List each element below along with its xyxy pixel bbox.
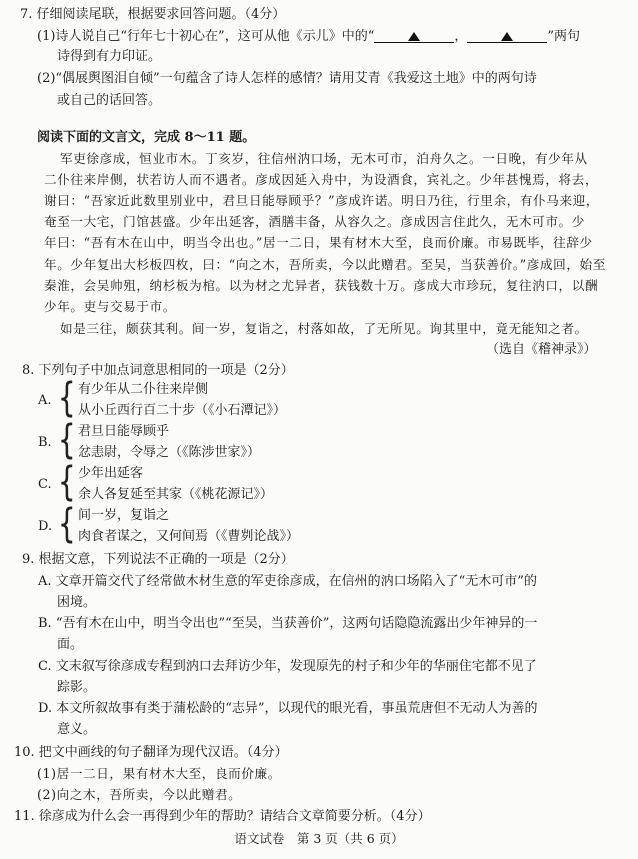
q10-title: 10. 把文中画线的句子翻译为现代汉语。（4分） (14, 745, 288, 760)
passage-line: 二仆往来岸侧，状若访人而不遇者。彦成因延入舟中，为设酒食，宾礼之。少年甚愧焉，将去， (44, 172, 599, 187)
q7-sub1-text-c: ”两句 (547, 29, 581, 44)
q8-option-d-line2: 肉食者谋之，又何间焉（《曹刿论战》） (78, 529, 300, 544)
passage-source: （选自《稽神录》） (486, 342, 597, 357)
q9-option-b-line2: 面。 (57, 637, 84, 652)
triangle-icon (501, 32, 513, 41)
q8-option-d-line1: 间一岁，复诣之 (78, 508, 170, 523)
q7-sub2-line2: 或自己的话回答。 (57, 93, 162, 108)
q8-option-letter: A. (38, 393, 52, 408)
passage-line: 少年。吏与交易于市。 (44, 299, 176, 314)
page-footer: 语文试卷 第 3 页（共 6 页） (234, 831, 404, 846)
q9-title: 9. 根据文意，下列说法不正确的一项是（2分） (22, 552, 294, 567)
q9-option-a-line2: 困境。 (57, 595, 97, 610)
q7-sub1-line1 (37, 28, 580, 46)
q8-option-b-line2: 忿恚尉，令辱之（《陈涉世家》） (78, 445, 261, 460)
q7-sub1-text-b: ， (454, 29, 468, 44)
q8-option-letter: B. (38, 435, 52, 450)
passage-line: 秦淮，会吴帅殂，纳杉板为棺。以为材之尤异者，获钱数十万。彦成大市珍玩，复往汭口，以酬 (44, 278, 599, 293)
q9-option-d-line2: 意义。 (57, 722, 97, 737)
q9-option-b-line1: B. “吾有木在山中，明当令出也”“至吴，当获善价”，这两句话隐隐流露出少年神异的一 (38, 616, 538, 631)
q7-blank-1 (374, 30, 454, 43)
q7-sub2-line1: (2)“偶展舆图泪自倾”一句蕴含了诗人怎样的感情？请用艾青《我爱这土地》中的两句诗 (37, 71, 537, 86)
brace-icon: { (57, 375, 76, 421)
q10-sentence-2: (2)向之木，吾所卖，今以此赠君。 (37, 787, 242, 802)
q11-title: 11. 徐彦成为什么会一再得到少年的帮助？请结合文章简要分析。（4分） (14, 809, 431, 824)
q9-option-c-line1: C. 文末叙写徐彦成专程到汭口去拜访少年，发现原先的村子和少年的华丽住宅都不见了 (38, 659, 537, 674)
q8-option-c-line2: 余人各复延至其家（《桃花源记》） (78, 487, 274, 502)
q10-sentence-1: (1)居一二日，果有材木大至，良而价廉。 (37, 766, 281, 781)
q9-option-a-line1: A. 文章开篇交代了经常做木材生意的军吏徐彦成，在信州的汭口场陷入了“无木可市”的 (38, 574, 537, 589)
q9-option-d-line1: D. 本文所叙故事有类于蒲松龄的“志异”，以现代的眼光看，事虽荒唐但不无动人为善的 (38, 701, 538, 716)
q7-blank-2 (467, 30, 547, 43)
passage-last-line: 如是三往，颇获其利。间一岁，复诣之，村落如故，了无所见。询其里中，竟无能知之者。 (60, 321, 588, 336)
passage-line: 军吏徐彦成，恒业市木。丁亥岁，往信州汭口场，无木可市，泊舟久之。一日晚，有少年从 (60, 151, 588, 166)
brace-icon: { (57, 417, 76, 463)
q8-option-letter: C. (38, 477, 52, 492)
section-title: 阅读下面的文言文，完成 8～11 题。 (37, 130, 256, 145)
brace-icon: { (57, 501, 76, 547)
q8-option-b-line1: 君旦日能辱顾乎 (78, 424, 170, 439)
triangle-icon (408, 32, 420, 41)
passage-line: 奄至一大宅，门馆甚盛。少年出延客，酒膳丰备，从容久之。彦成因言住此久，无木可市。少 (44, 214, 585, 229)
q8-option-c-line1: 少年出延客 (78, 466, 144, 481)
q7-sub1-line2: 诗得到有力印证。 (57, 49, 162, 64)
q8-option-letter: D. (38, 519, 53, 534)
q8-option-a-line2: 从小丘西行百二十步（《小石潭记》） (78, 403, 287, 418)
passage-line: 年。少年复出大杉板四枚，曰：“向之木，吾所卖，今以此赠君。至吴，当获善价。”彦成回，始至 (44, 257, 606, 272)
passage-line: 年曰：“吾有木在山中，明当令出也。”居一二日，果有材木大至，良而价廉。市易既毕，往辞少 (44, 235, 593, 250)
q7-title: 7. 仔细阅读尾联，根据要求回答问题。（4分） (20, 7, 286, 22)
brace-icon: { (57, 459, 76, 505)
q8-title: 8. 下列句子中加点词意思相同的一项是（2分） (22, 363, 294, 378)
q9-option-c-line2: 踪影。 (57, 680, 97, 695)
q7-sub1-text-a: (1)诗人说自己“行年七十初心在”，这可从他《示儿》中的“ (37, 29, 375, 44)
q8-option-a-line1: 有少年从二仆往来岸侧 (78, 382, 209, 397)
passage-line: 谢曰：“吾家近此数里别业中，君旦日能辱顾乎？”彦成许诺。明日乃往，行里余，有仆马来迎， (44, 193, 600, 208)
